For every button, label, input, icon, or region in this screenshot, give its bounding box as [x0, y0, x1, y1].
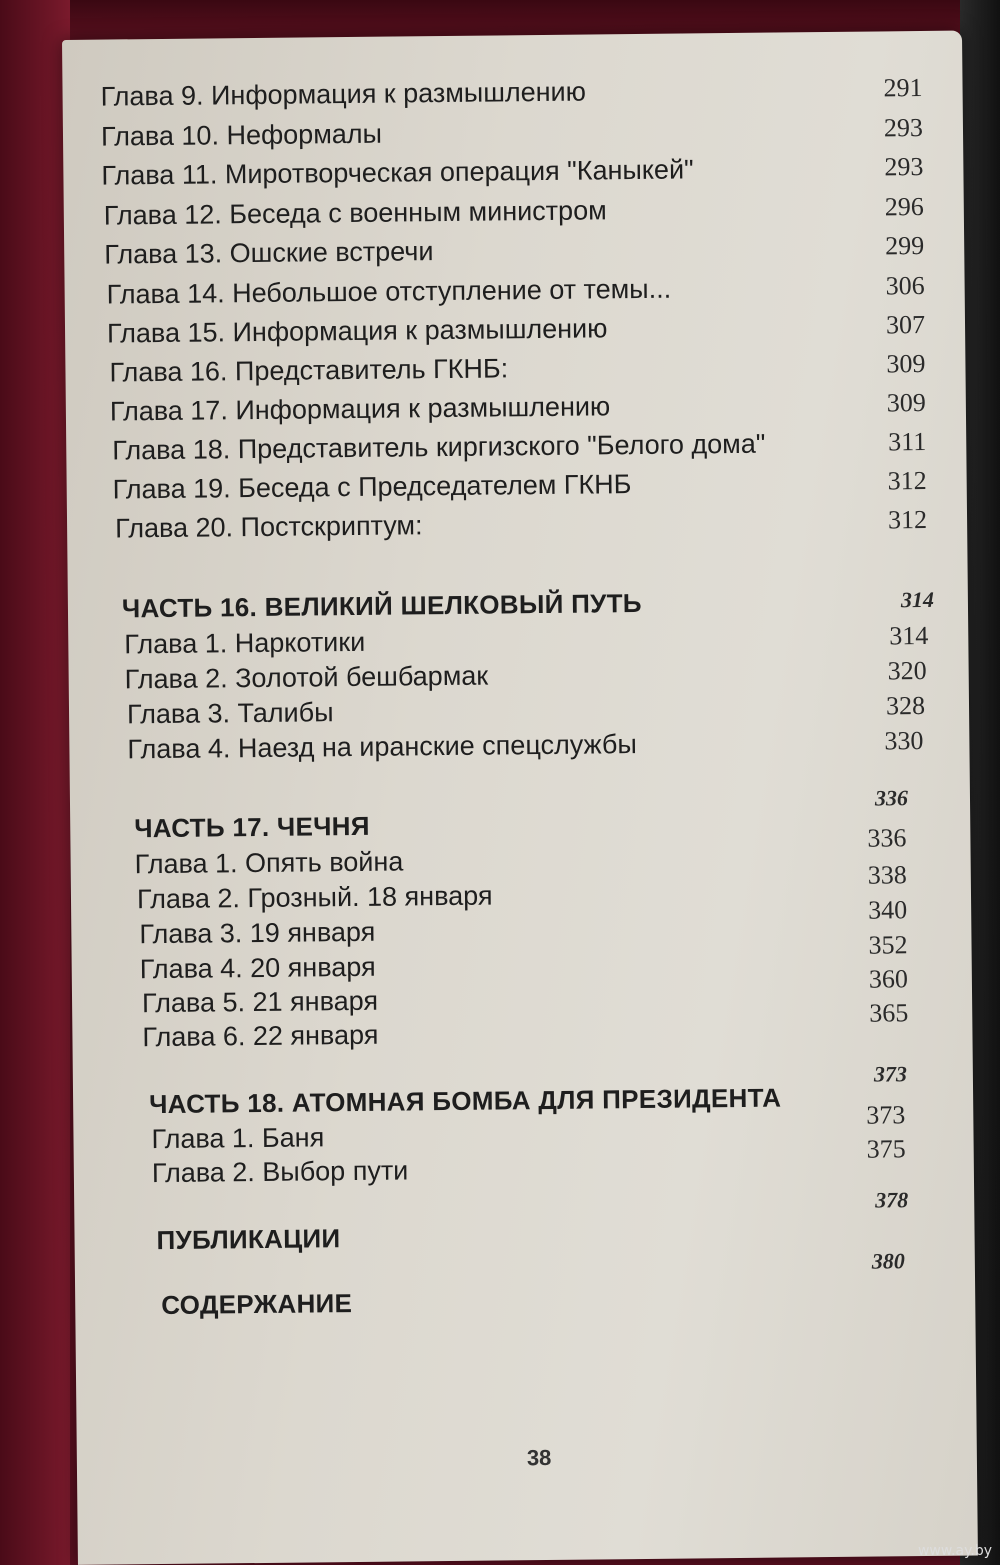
- toc-entry-title: Глава 4. 20 января: [139, 951, 376, 985]
- toc-section-page: 380: [871, 1248, 905, 1274]
- toc-part-page: 336: [874, 785, 909, 811]
- toc-entry-page: 373: [866, 1100, 906, 1130]
- toc-section-heading: [75, 1248, 935, 1323]
- toc-entry-title: Глава 17. Информация к размышлению: [109, 391, 611, 427]
- toc-entry: [67, 503, 927, 546]
- toc-entry: [64, 269, 924, 312]
- toc-entry-page: 365: [869, 998, 909, 1028]
- toc-entry: [64, 229, 924, 272]
- page-number: 38: [526, 1444, 552, 1471]
- toc-entry-page: 312: [887, 465, 927, 496]
- toc-entry: [66, 386, 926, 429]
- toc-entry-page: 291: [883, 72, 923, 103]
- toc-entry-title: Глава 19. Беседа с Председателем ГКНБ: [112, 469, 632, 505]
- toc-entry-title: Глава 15. Информация к размышлению: [106, 313, 608, 349]
- toc-entry-title: Глава 13. Ошские встречи: [104, 236, 434, 270]
- toc-part-title: ЧАСТЬ 18. АТОМНАЯ БОМБА ДЛЯ ПРЕЗИДЕНТА: [148, 1082, 782, 1120]
- toc-entry-title: Глава 14. Небольшое отступление от темы...: [106, 273, 672, 310]
- toc-entry-title: Глава 1. Баня: [151, 1122, 325, 1155]
- book-page: [62, 31, 978, 1565]
- toc-entry-title: Глава 9. Информация к размышлению: [100, 76, 587, 112]
- toc-entry-page: 352: [868, 930, 908, 960]
- toc-section-title: ПУБЛИКАЦИИ: [156, 1223, 341, 1256]
- toc-entry-title: Глава 2. Золотой бешбармак: [124, 660, 489, 695]
- toc-entry-title: Глава 2. Выбор пути: [151, 1155, 409, 1189]
- toc-part-page: 314: [900, 586, 935, 613]
- toc-part-title: ЧАСТЬ 17. ЧЕЧНЯ: [134, 810, 370, 844]
- toc-entry-title: Глава 3. 19 января: [139, 916, 376, 950]
- toc-entry: [63, 111, 923, 154]
- toc-part-title: ЧАСТЬ 16. ВЕЛИКИЙ ШЕЛКОВЫЙ ПУТЬ: [121, 587, 642, 624]
- toc-entry: [64, 190, 924, 233]
- toc-entry-page: 338: [867, 860, 907, 890]
- toc-entry-title: Глава 10. Неформалы: [100, 118, 383, 152]
- toc-entry-page: 340: [868, 895, 908, 925]
- toc-entry-page: 375: [866, 1134, 906, 1164]
- toc-entry-page: 296: [884, 191, 924, 222]
- toc-entry-title: Глава 20. Постскриптум:: [114, 510, 423, 544]
- toc-entry-title: Глава 18. Представитель киргизского "Белого дома": [112, 428, 766, 466]
- toc-entry-title: Глава 1. Наркотики: [124, 626, 366, 660]
- toc-entry-title: Глава 1. Опять война: [134, 846, 404, 880]
- toc-entry-page: 312: [887, 504, 928, 535]
- toc-entry-page: 314: [889, 620, 929, 651]
- toc-entry-page: 293: [883, 112, 924, 143]
- toc-entry-title: Глава 6. 22 января: [142, 1019, 379, 1053]
- toc-entry-page: 336: [867, 823, 907, 853]
- toc-entry-title: Глава 4. Наезд на иранские спецслужбы: [127, 729, 637, 765]
- toc-entry: [67, 464, 927, 507]
- toc-entry: [65, 308, 925, 351]
- toc-entry: [62, 71, 922, 114]
- toc-entry-title: Глава 5. 21 января: [141, 985, 379, 1019]
- toc-entry-page: 306: [885, 270, 925, 301]
- toc-entry: [65, 347, 925, 390]
- toc-section-heading: [74, 1187, 934, 1258]
- toc-entry: [66, 425, 926, 468]
- toc-part-page: 373: [873, 1061, 908, 1087]
- background-fabric-left: [0, 0, 70, 1565]
- toc-entry-page: 330: [884, 726, 924, 756]
- watermark-text: www.ay.by: [917, 1543, 992, 1559]
- toc-entry-page: 360: [868, 964, 909, 994]
- toc-entry-title: Глава 16. Представитель ГКНБ:: [109, 353, 509, 388]
- toc-entry-title: Глава 12. Беседа с военным министром: [103, 195, 607, 231]
- toc-section-page: 378: [875, 1187, 909, 1213]
- toc-entry-page: 309: [886, 387, 926, 418]
- toc-entry: [63, 150, 923, 193]
- toc-entry-title: Глава 2. Грозный. 18 января: [136, 880, 493, 915]
- toc-entry-page: 307: [885, 309, 926, 340]
- toc-section-title: СОДЕРЖАНИЕ: [161, 1288, 353, 1321]
- toc-entry-page: 309: [886, 348, 926, 379]
- toc-entry-page: 311: [888, 426, 927, 457]
- toc-entry-title: Глава 3. Талибы: [126, 697, 334, 730]
- toc-entry-page: 293: [884, 151, 924, 182]
- toc-entry-page: 328: [885, 690, 926, 721]
- toc-entry-page: 299: [885, 230, 925, 261]
- toc-entry-page: 320: [887, 655, 927, 686]
- toc-entry-title: Глава 11. Миротворческая операция "Каныкей": [101, 154, 694, 191]
